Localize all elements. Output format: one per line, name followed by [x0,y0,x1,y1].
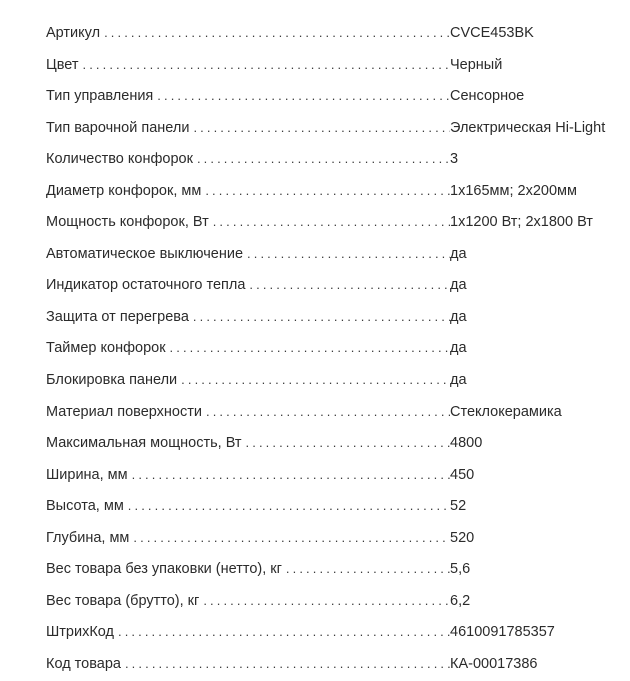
spec-row [46,112,630,144]
dotted-leader [104,17,450,49]
spec-row [46,80,630,112]
spec-value: Сенсорное [450,88,525,105]
specifications-list [46,17,630,679]
spec-label: ШтрихКод [46,624,114,641]
spec-value: да [450,372,467,389]
spec-value: Стеклокерамика [450,403,562,420]
spec-row [46,49,630,81]
spec-value: 450 [450,466,475,483]
dotted-leader [128,490,450,522]
spec-row [46,364,630,396]
spec-label: Вес товара без упаковки (нетто), кг [46,561,282,578]
spec-label: Вес товара (брутто), кг [46,592,200,609]
spec-label: Диаметр конфорок, мм [46,182,202,199]
dotted-leader [247,238,450,270]
spec-row [46,396,630,428]
spec-label: Цвет [46,56,79,73]
spec-row [46,17,630,49]
dotted-leader [205,175,450,207]
spec-value: да [450,308,467,325]
dotted-leader [83,49,451,81]
dotted-leader [157,80,450,112]
spec-row [46,616,630,648]
spec-label: Таймер конфорок [46,340,166,357]
spec-row [46,585,630,617]
spec-label: Блокировка панели [46,372,178,389]
spec-row [46,238,630,270]
dotted-leader [197,143,450,175]
spec-value: 520 [450,529,475,546]
spec-row [46,206,630,238]
spec-label: Высота, мм [46,498,124,515]
spec-value: да [450,245,467,262]
dotted-leader [132,459,450,491]
spec-row [46,427,630,459]
spec-label: Материал поверхности [46,403,202,420]
spec-row [46,648,630,680]
dotted-leader [193,301,450,333]
spec-value: 5,6 [450,561,471,578]
dotted-leader [206,396,450,428]
spec-label: Автоматическое выключение [46,245,244,262]
spec-value: 4800 [450,435,483,452]
spec-value: 6,2 [450,592,471,609]
dotted-leader [249,269,450,301]
spec-value: 1x1200 Вт; 2x1800 Вт [450,214,593,231]
spec-value: да [450,277,467,294]
spec-label: Максимальная мощность, Вт [46,435,242,452]
spec-row [46,269,630,301]
spec-value: 3 [450,151,459,168]
spec-value: Электрическая Hi-Light [450,119,606,136]
dotted-leader [213,206,450,238]
spec-row [46,332,630,364]
spec-label: Мощность конфорок, Вт [46,214,209,231]
dotted-leader [193,112,450,144]
spec-label: Глубина, мм [46,529,130,546]
spec-row [46,522,630,554]
spec-label: Артикул [46,25,101,41]
spec-label: Защита от перегрева [46,308,189,325]
spec-value: КА-00017386 [450,655,538,672]
spec-label: Индикатор остаточного тепла [46,277,246,294]
dotted-leader [125,648,450,680]
spec-label: Тип варочной панели [46,119,190,136]
spec-value: 1x165мм; 2x200мм [450,182,577,199]
spec-label: Тип управления [46,88,154,105]
spec-value: Черный [450,56,503,73]
spec-row [46,553,630,585]
spec-row [46,301,630,333]
spec-row [46,175,630,207]
dotted-leader [170,332,450,364]
dotted-leader [118,616,450,648]
dotted-leader [286,553,450,585]
spec-label: Количество конфорок [46,151,193,168]
dotted-leader [133,522,450,554]
dotted-leader [181,364,450,396]
dotted-leader [203,585,450,617]
dotted-leader [246,427,450,459]
spec-row [46,143,630,175]
spec-value: 52 [450,498,467,515]
spec-value: да [450,340,467,357]
spec-value: 4610091785357 [450,624,555,641]
spec-row [46,490,630,522]
spec-value: CVCE453BK [450,25,534,41]
spec-row [46,459,630,491]
spec-label: Код товара [46,655,121,672]
spec-label: Ширина, мм [46,466,128,483]
